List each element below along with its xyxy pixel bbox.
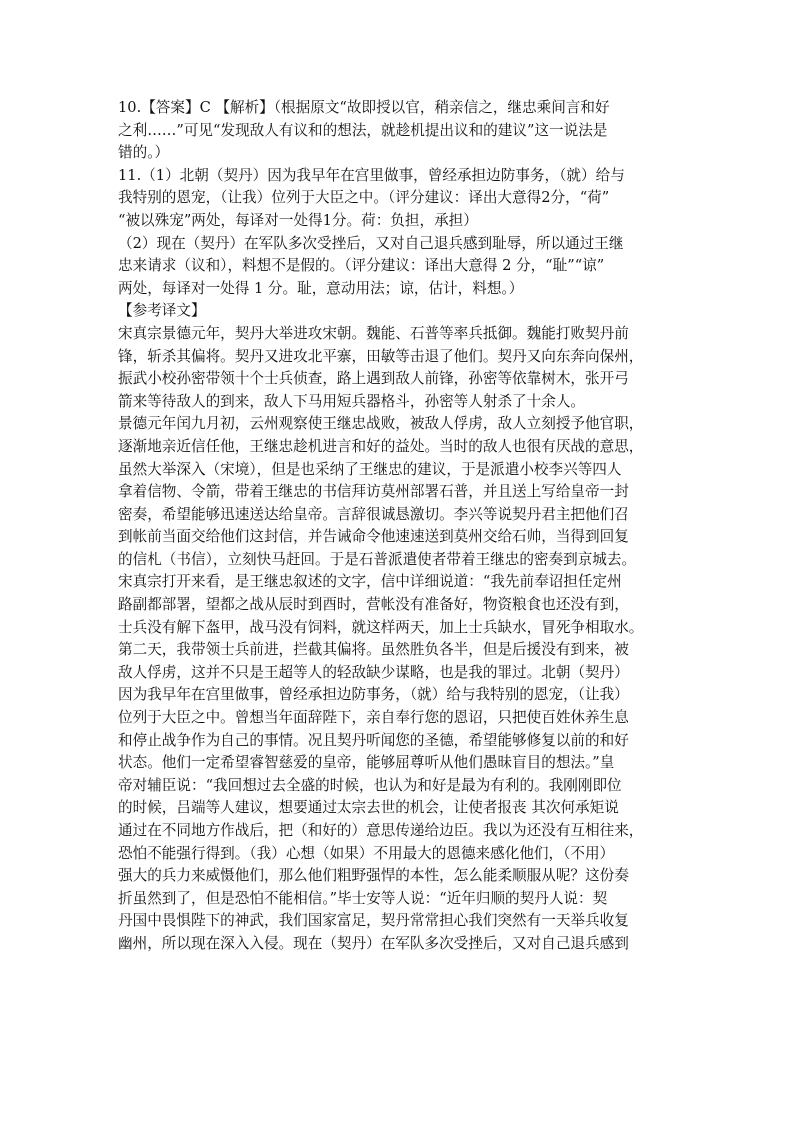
text-line: 我特别的恩宠，（让我）位列于大臣之中。（评分建议：译出大意得2分，“荷” xyxy=(118,189,610,207)
text-line: 错的。） xyxy=(118,144,170,162)
text-line: 强大的兵力来威慑他们，那么他们粗野强悍的本性，怎么能柔顺服从呢？这份奏 xyxy=(118,867,629,885)
text-line: 拿着信物、令箭，带着王继忠的书信拜访莫州部署石普，并且送上写给皇帝一封 xyxy=(118,483,629,501)
text-line: 两处，每译对一处得 1 分。耻，意动用法；谅，估计，料想。） xyxy=(118,279,524,297)
document-page xyxy=(118,97,683,956)
text-line: 逐渐地亲近信任他，王继忠趁机进言和好的益处。当时的敌人也很有厌战的意思， xyxy=(118,437,644,455)
text-line: 折虽然到了，但是恐怕不能相信。”毕士安等人说：“近年归顺的契丹人说：契 xyxy=(118,889,608,907)
text-line: 11.（1）北朝（契丹）因为我早年在宫里做事，曾经承担边防事务，（就）给与 xyxy=(118,166,625,184)
text-line: 恐怕不能强行得到。（我）心想（如果）不用最大的恩德来感化他们，（不用） xyxy=(118,844,615,862)
text-line: （2）现在（契丹）在军队多次受挫后，又对自己退兵感到耻辱，所以通过王继 xyxy=(118,234,624,252)
text-line: 幽州，所以现在深入入侵。现在（契丹）在军队多次受挫后，又对自己退兵感到 xyxy=(118,934,629,952)
text-line: 丹国中畏惧陛下的神武，我们国家富足，契丹常常担心我们突然有一天举兵收复 xyxy=(118,912,629,930)
text-line: 因为我早年在宫里做事，曾经承担边防事务，（就）给与我特别的恩宠，（让我） xyxy=(118,686,629,704)
text-line: 10.【答案】C 【解析】（根据原文“故即授以官，稍亲信之，继忠乘间言和好 xyxy=(118,99,610,116)
text-line: 位列于大臣之中。曾想当年面辞陛下，亲自奉行您的恩诏，只把使百姓休养生息 xyxy=(118,709,629,727)
text-line: 振武小校孙密带领十个士兵侦查，路上遇到敌人前锋，孙密等依靠树木，张开弓 xyxy=(118,370,629,388)
text-line: 帝对辅臣说：“我回想过去全盛的时候，也认为和好是最为有利的。我刚刚即位 xyxy=(118,776,622,794)
text-line: 景德元年闰九月初，云州观察使王继忠战败，被敌人俘虏，敌人立刻授予他官职， xyxy=(118,415,644,433)
text-line: 通过在不同地方作战后，把（和好的）意思传递给边臣。我以为还没有互相往来， xyxy=(118,822,644,839)
text-line: 锋，斩杀其偏将。契丹又进攻北平寨，田敏等击退了他们。契丹又向东奔向保州， xyxy=(118,347,644,365)
section-heading: 【参考译文】 xyxy=(118,302,206,320)
text-line: 密奏，希望能够迅速送达给皇帝。言辞很诚恳激切。李兴等说契丹君主把他们召 xyxy=(118,505,629,523)
text-line: 敌人俘虏，这并不只是王超等人的轻敌缺少谋略，也是我的罪过。北朝（契丹） xyxy=(118,663,629,681)
text-line: 宋真宗打开来看，是王继忠叙述的文字，信中详细说道：“我先前奉诏担任定州 xyxy=(118,573,622,591)
text-line: 的信札（书信），立刻快马赶回。于是石普派遣使者带着王继忠的密奏到京城去。 xyxy=(118,550,637,568)
text-line: 忠来请求（议和），料想不是假的。（评分建议：译出大意得 2 分，“耻”“谅” xyxy=(118,257,605,275)
text-line: 状态。他们一定希望睿智慈爱的皇帝，能够屈尊听从他们愚昧盲目的想法。”皇 xyxy=(118,754,615,772)
text-line: 到帐前当面交给他们这封信，并告诫命令他速速送到莫州交给石帅，当得到回复 xyxy=(118,528,629,546)
text-line: 第二天，我带领士兵前进，拦截其偏将。虽然胜负各半，但是后援没有到来，被 xyxy=(118,641,629,659)
text-line: 虽然大举深入（宋境），但是也采纳了王继忠的建议，于是派遣小校李兴等四人 xyxy=(118,460,622,478)
text-line: 士兵没有解下盔甲，战马没有饲料，就这样两天，加上士兵缺水，冒死争相取水。 xyxy=(118,618,644,636)
text-line: 之利……”可见“发现敌人有议和的想法，就趁机提出议和的建议”这一说法是 xyxy=(118,121,608,139)
text-line: 宋真宗景德元年，契丹大举进攻宋朝。魏能、石普等率兵抵御。魏能打败契丹前 xyxy=(118,324,629,342)
text-line: 的时候，吕端等人建议，想要通过太宗去世的机会，让使者报丧 其次何承矩说 xyxy=(118,799,619,817)
text-line: 路副都部署，望都之战从辰时到酉时，营帐没有准备好，物资粮食也还没有到， xyxy=(118,596,629,614)
text-line: “被以殊宠”两处，每译对一处得1分。荷：负担，承担） xyxy=(118,211,478,229)
text-line: 箭来等待敌人的到来，敌人下马用短兵器格斗，孙密等人射杀了十余人。 xyxy=(118,392,586,410)
text-line: 和停止战争作为自己的事情。况且契丹听闻您的圣德，希望能够修复以前的和好 xyxy=(118,731,629,749)
